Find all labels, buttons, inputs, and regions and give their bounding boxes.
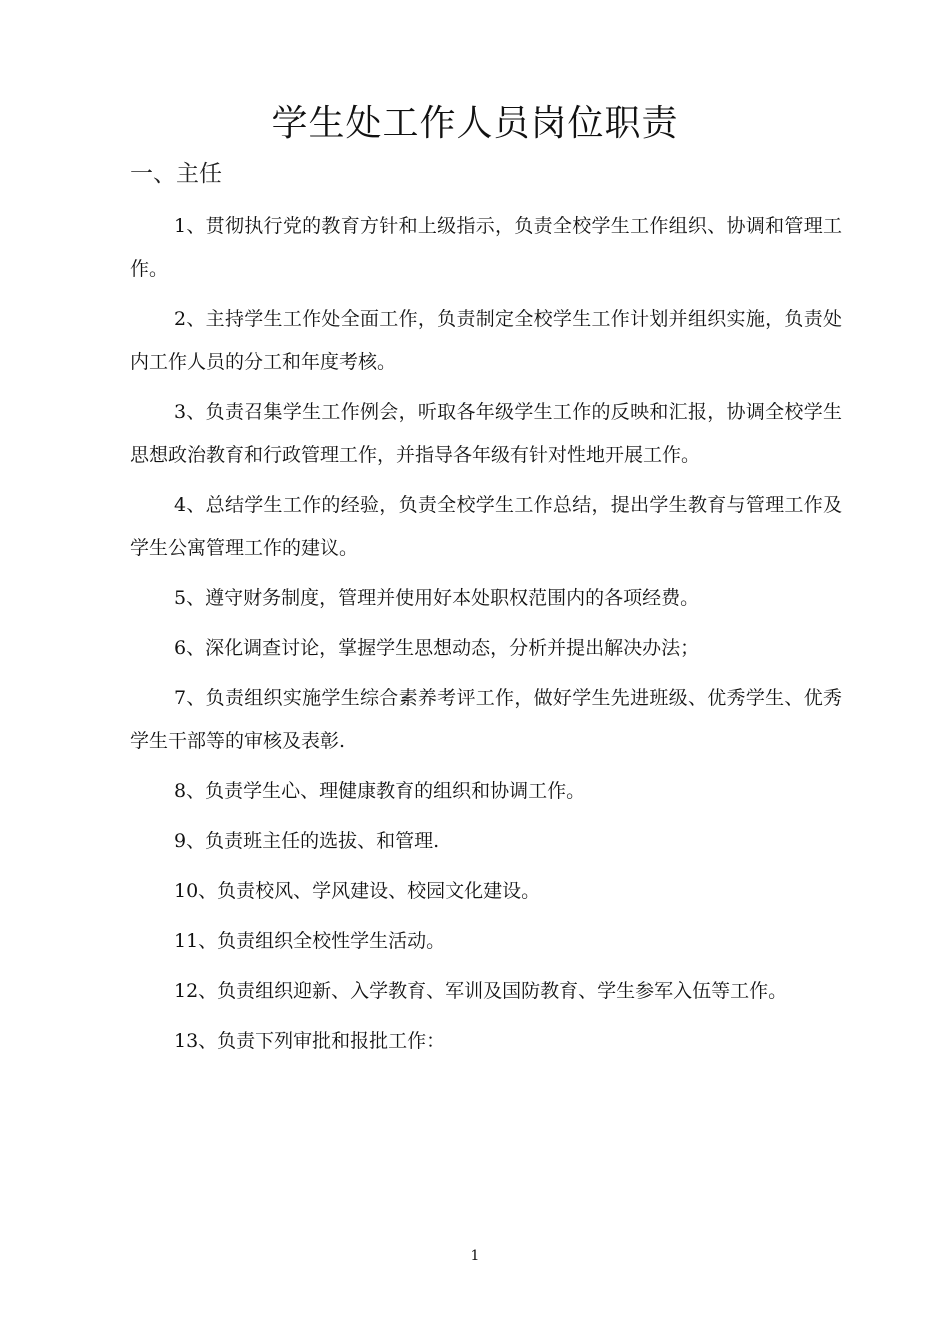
- document-title: 学生处工作人员岗位职责: [271, 103, 679, 144]
- document-body: [130, 205, 842, 1070]
- paragraph: 11、负责组织全校性学生活动。: [174, 930, 446, 952]
- paragraph: 3、负责召集学生工作例会，听取各年级学生工作的反映和汇报，协调全校学生思想政治教育和行政管理工作，并指导各年级有针对性地开展工作。: [130, 401, 842, 466]
- page-number: 1: [470, 1248, 480, 1264]
- paragraph: 10、负责校风、学风建设、校园文化建设。: [174, 880, 541, 902]
- paragraph: 7、负责组织实施学生综合素养考评工作，做好学生先进班级、优秀学生、优秀学生干部等的审核及表彰.: [130, 687, 842, 752]
- paragraph: 2、主持学生工作处全面工作，负责制定全校学生工作计划并组织实施，负责处内工作人员的分工和年度考核。: [130, 308, 842, 373]
- paragraph: 12、负责组织迎新、入学教育、军训及国防教育、学生参军入伍等工作。: [174, 980, 788, 1002]
- paragraph: 6、深化调查讨论，掌握学生思想动态，分析并提出解决办法；: [174, 637, 700, 659]
- section-heading: 一、主任: [130, 161, 222, 187]
- paragraph: 13、负责下列审批和报批工作：: [174, 1030, 446, 1052]
- paragraph: 4、总结学生工作的经验，负责全校学生工作总结，提出学生教育与管理工作及学生公寓管理工作的建议。: [130, 494, 842, 559]
- paragraph: 1、贯彻执行党的教育方针和上级指示，负责全校学生工作组织、协调和管理工作。: [130, 215, 842, 280]
- paragraph: 8、负责学生心、理健康教育的组织和协调工作。: [174, 780, 586, 802]
- paragraph: 5、遵守财务制度，管理并使用好本处职权范围内的各项经费。: [174, 587, 700, 609]
- paragraph: 9、负责班主任的选拔、和管理.: [174, 830, 440, 852]
